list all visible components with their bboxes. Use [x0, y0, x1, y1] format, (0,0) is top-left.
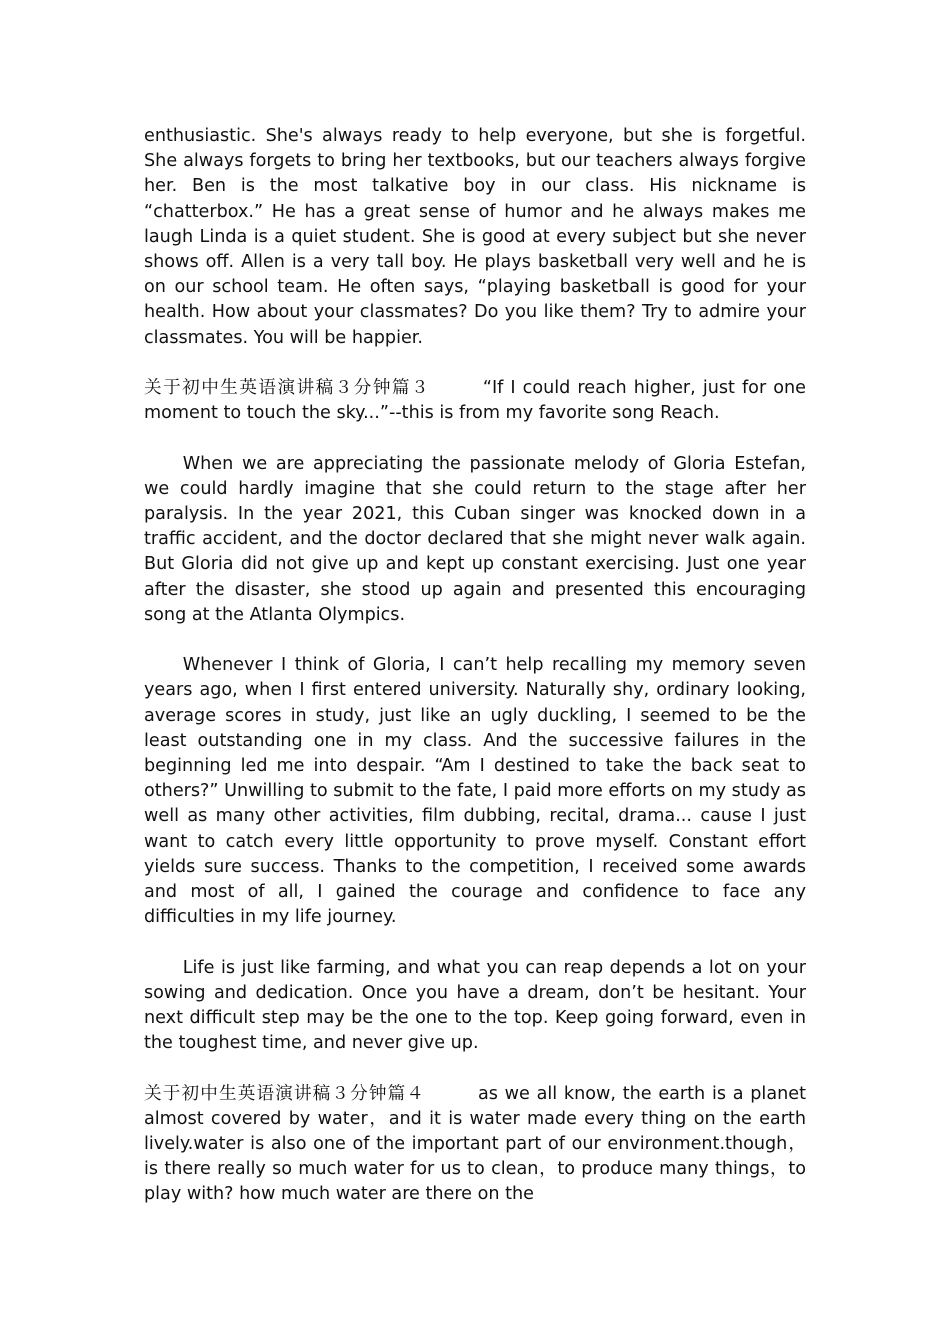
- section-3-quote: “If I could reach higher, just for one moment to touch the sky...”--this is from my favorite song Reach.: [144, 378, 806, 424]
- paragraph-classmates: enthusiastic. She's always ready to help everyone, but she is forgetful. She always forgets to bring her textbooks, but our teachers always forgive her. Ben is the most talkative boy in our class. His nickname is “chatterbox.” He has a great sense of humor and he always makes me laugh Linda is a quiet student. She is good at every subject but she never shows off. Allen is a very tall boy. He plays basketball very well and he is on our school team. He often says, “playing basketball is good for your health. How about your classmates? Do you like them? Try to admire your classmates. You will be happier.: [144, 126, 806, 348]
- section-heading-4: 关于初中生英语演讲稿３分钟篇４: [144, 1083, 426, 1104]
- document-page: [144, 124, 806, 1233]
- paragraph-gloria: When we are appreciating the passionate melody of Gloria Estefan, we could hardly imagine that she could return to the stage after her paralysis. In the year 2021, this Cuban singer was knocked down in a traffic accident, and the doctor declared that she might never walk again. But Gloria did not give up and kept up constant exercising. Just one year after the disaster, she stood up again and presented this encouraging song at the Atlanta Olympics.: [144, 453, 806, 625]
- section-3-intro: [144, 376, 806, 426]
- section-4-text: as we all know, the earth is a planet almost covered by water，and it is water made every thing on the earth lively.water is also one of the important part of our environment.though，is there really so much water for us to clean，to produce many things，to play with? how much water are there on the: [144, 1083, 806, 1205]
- paragraph-farming: Life is just like farming, and what you can reap depends a lot on your sowing and dedication. Once you have a dream, don’t be hesitant. Your next difficult step may be the one to the top. Keep going forward, even in the toughest time, and never give up.: [144, 957, 806, 1054]
- paragraph-memory: Whenever I think of Gloria, I can’t help recalling my memory seven years ago, when I first entered university. Naturally shy, ordinary looking, average scores in study, just like an ugly duckling, I seemed to be the least outstanding one in my class. And the successive failures in the beginning led me into despair. “Am I destined to take the back seat to others?” Unwilling to submit to the fate, I paid more efforts on my study as well as many other activities, film dubbing, recital, drama... cause I just want to catch every little opportunity to prove myself. Constant effort yields sure success. Thanks to the competition, I received some awards and most of all, I gained the courage and confidence to face any difficulties in my life journey.: [144, 655, 806, 928]
- section-heading-3: 关于初中生英语演讲稿３分钟篇３: [144, 378, 431, 399]
- section-4-intro: [144, 1082, 806, 1208]
